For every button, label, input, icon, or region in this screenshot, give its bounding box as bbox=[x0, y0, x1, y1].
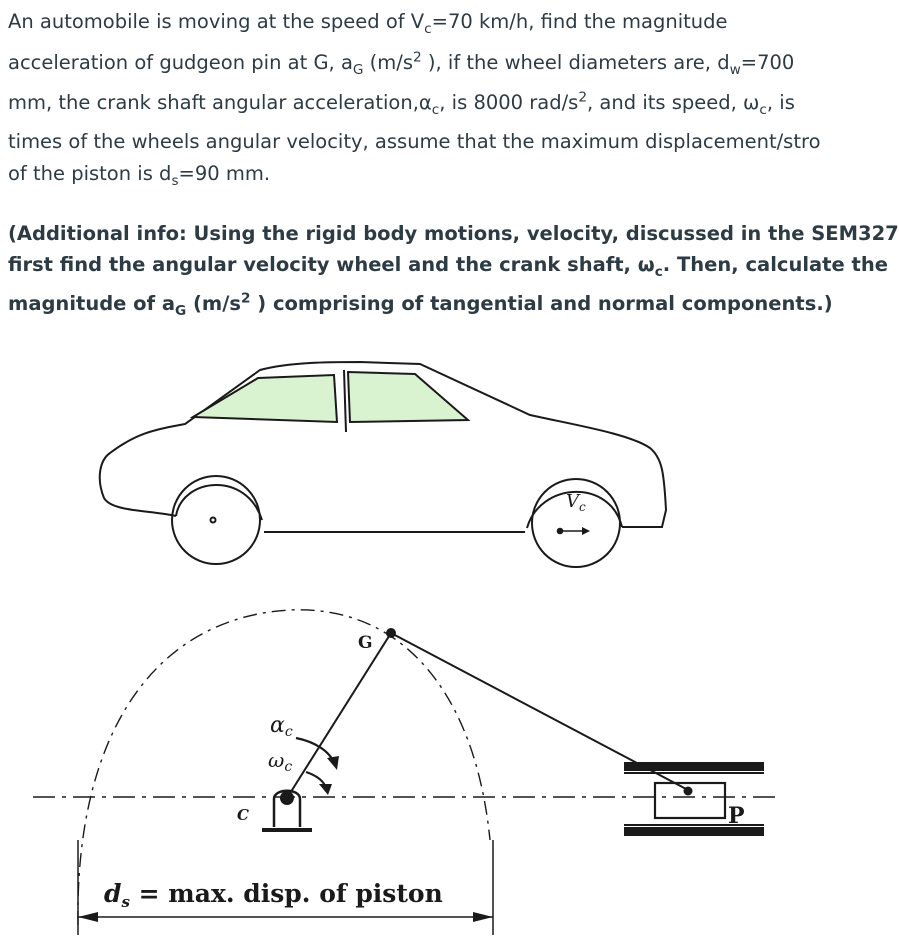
gudgeon-pin-G bbox=[386, 628, 396, 638]
mechanism-figure bbox=[0, 330, 782, 947]
question-line-3: mm, the crank shaft angular $acceleration,\alpha_c$, is 8000 rad/$s^2$, and its speed, $\omega_c$, is bbox=[8, 89, 795, 118]
label-alpha-c: αc bbox=[270, 713, 293, 740]
additional-info-line-2: first find the angular velocity wheel and the crank shaft, $\omega_c$. Then, calculate the bbox=[8, 253, 888, 280]
additional-info-line-3: magnitude of $a_G$ ($m/s^2$ ) comprising of tangential and normal components.) bbox=[8, 290, 833, 319]
rear-wheel-hub bbox=[211, 518, 216, 523]
upper-guide-hatch bbox=[624, 762, 764, 771]
crank-arm bbox=[287, 633, 391, 798]
velocity-label: $V_c$ bbox=[566, 491, 586, 514]
label-G: G bbox=[358, 633, 373, 653]
label-P: P bbox=[728, 803, 745, 829]
door-line bbox=[344, 370, 346, 432]
label-C: C bbox=[237, 806, 249, 824]
additional-info-line-1: (Additional info: Using the rigid body motions, velocity, discussed in the SEM327 bbox=[8, 222, 899, 245]
velocity-arrow bbox=[558, 527, 591, 535]
question-line-1: An automobile is moving at the speed of $V_c=70$ km/h, find the magnitude bbox=[8, 10, 728, 37]
label-omega-c: $\omega_c$ bbox=[268, 748, 293, 775]
front-window bbox=[348, 372, 468, 422]
ds-right-arrowhead bbox=[473, 912, 493, 922]
piston-pin bbox=[684, 787, 693, 796]
ds-left-arrowhead bbox=[78, 912, 98, 922]
alpha-arrow-head bbox=[327, 756, 339, 770]
question-line-4: times of the wheels angular velocity, assume that the maximum displacement/stro bbox=[8, 130, 821, 153]
rear-window bbox=[193, 375, 337, 422]
question-line-2: acceleration of gudgeon pin at G, $a_G$ ($m/s^2$ ), if the wheel diameters are, $d_w=700$ bbox=[8, 49, 795, 78]
velocity-arrow-head bbox=[582, 527, 590, 535]
ds-label: $d_s = \max$. disp. of piston bbox=[104, 879, 443, 911]
question-line-5: of the piston is $d_s=90$ mm. bbox=[8, 162, 271, 189]
omega-arrow-head bbox=[319, 784, 332, 795]
